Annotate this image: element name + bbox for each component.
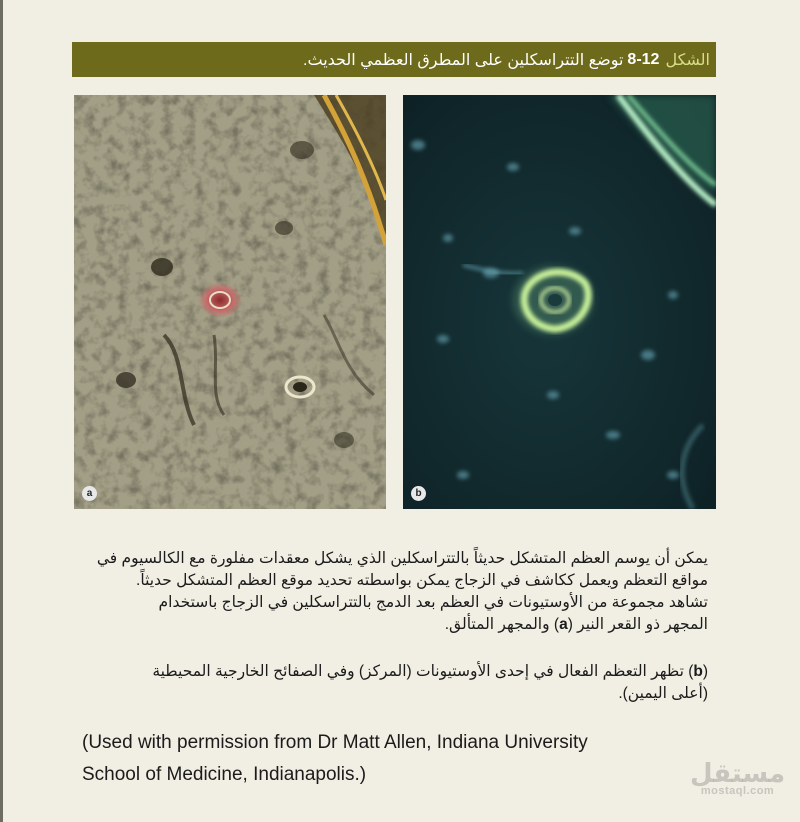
caption-line: تشاهد مجموعة من الأوستيونات في العظم بعد الدمج بالتتراسكلين في الزجاج باستخدام bbox=[158, 594, 708, 611]
caption-text: ) والمجهر المتألق. bbox=[444, 616, 560, 633]
panel-label-a: a bbox=[82, 486, 97, 501]
caption-text: ( bbox=[702, 663, 708, 680]
caption-line: مواقع التعظم ويعمل ككاشف في الزجاج يمكن بواسطته تحديد موقع العظم المتشكل حديثاً. bbox=[136, 572, 708, 589]
figure-word: الشكل bbox=[665, 51, 710, 69]
caption-text: المجهر ذو القعر النير ( bbox=[567, 616, 708, 633]
watermark-latin: mostaql.com bbox=[700, 785, 775, 797]
watermark-arabic: مستقل bbox=[690, 758, 786, 788]
page-left-border bbox=[0, 0, 3, 822]
caption-text: ) تظهر التعظم الفعال في إحدى الأوستيونات (المركز) وفي الصفائح الخارجية المحيطية bbox=[152, 663, 694, 680]
panel-label-b: b bbox=[411, 486, 426, 501]
credit-text bbox=[82, 727, 722, 791]
micrograph-fluorescence bbox=[403, 95, 716, 509]
figure-title-bar bbox=[72, 42, 716, 77]
watermark-logo bbox=[690, 760, 785, 797]
figure-title: توضع التتراسكلين على المطرق العظمي الحديث. bbox=[303, 51, 624, 69]
figure-number: 8-12 bbox=[627, 50, 660, 68]
panel-ref-a: a bbox=[559, 616, 568, 633]
caption-line: (أعلى اليمين). bbox=[618, 685, 708, 702]
credit-line: (Used with permission from Dr Matt Allen, Indiana University bbox=[82, 732, 588, 753]
caption-line: يمكن أن يوسم العظم المتشكل حديثاً بالتتراسكلين الذي يشكل معقدات مفلورة مع الكالسيوم في bbox=[96, 550, 708, 567]
panel-ref-b: b bbox=[693, 663, 703, 680]
caption-main bbox=[80, 548, 708, 636]
credit-line: School of Medicine, Indianapolis.) bbox=[82, 764, 367, 785]
micrograph-brightfield bbox=[74, 95, 386, 509]
caption-panel-b bbox=[80, 661, 708, 705]
caption-line bbox=[80, 661, 708, 683]
caption-line bbox=[80, 614, 708, 636]
